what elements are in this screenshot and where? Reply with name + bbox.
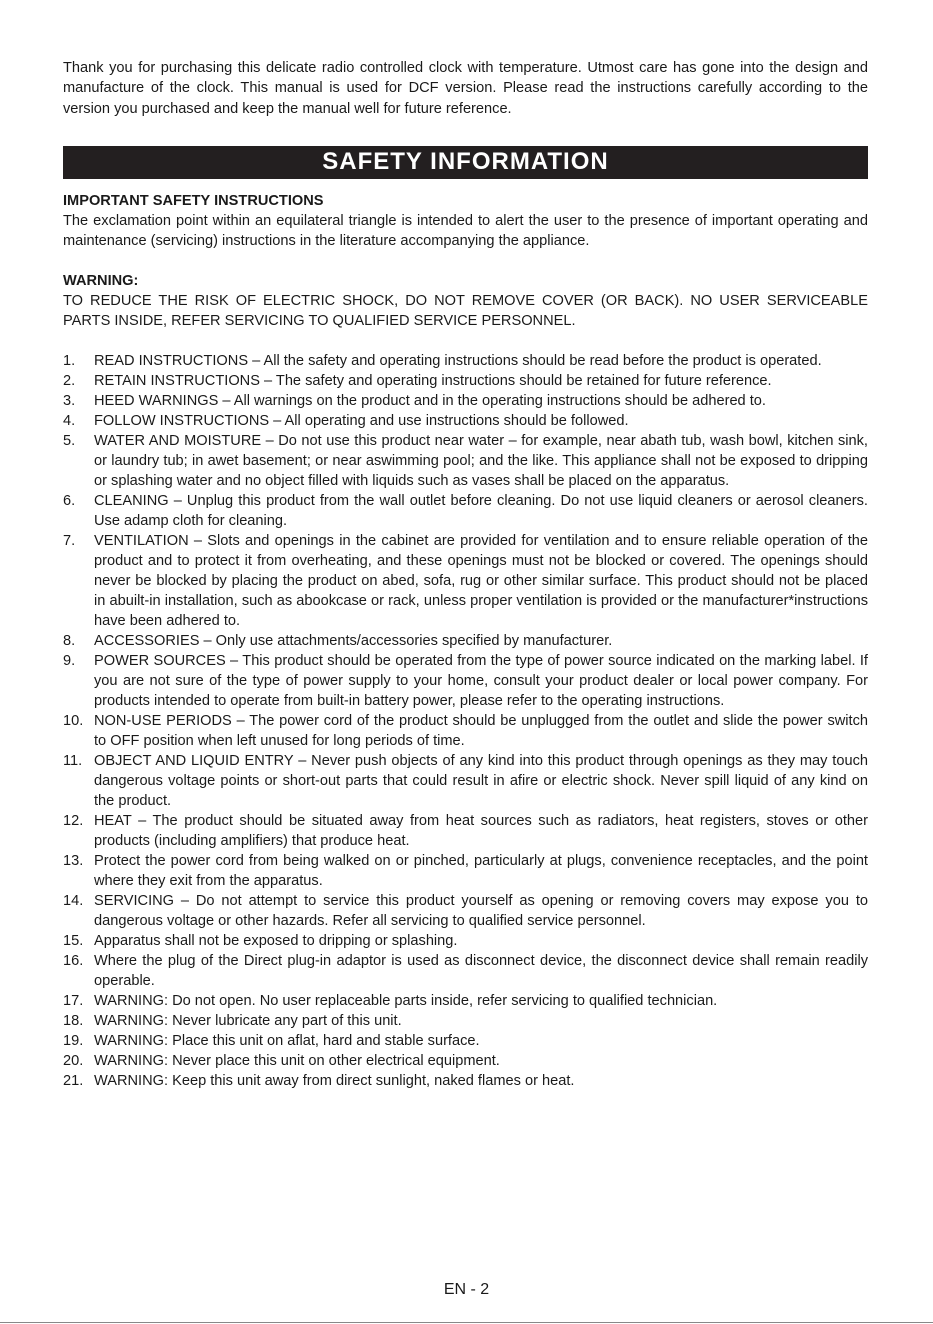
list-item-text: OBJECT AND LIQUID ENTRY – Never push objects of any kind into this product through openings as they may touch dangerous voltage points or short-out parts that could result in afire or electric shock. Never spill liquid of any kind on the product. bbox=[94, 752, 868, 809]
list-item-text: POWER SOURCES – This product should be operated from the type of power source indicated on the marking label. If you are not sure of the type of power supply to your home, consult your product dealer or local power company. For products intended to operate from built-in battery power, please refer to the operating instructions. bbox=[94, 652, 868, 709]
list-item-number: 13. bbox=[63, 852, 84, 869]
list-item bbox=[63, 1051, 868, 1071]
list-item-number: 2. bbox=[63, 372, 76, 389]
list-item-text: HEAT – The product should be situated away from heat sources such as radiators, heat registers, stoves or other products (including amplifiers) that produce heat. bbox=[94, 812, 868, 849]
safety-rules-list bbox=[63, 351, 868, 1091]
list-item-number: 8. bbox=[63, 632, 76, 649]
list-item bbox=[63, 991, 868, 1011]
list-item-number: 15. bbox=[63, 932, 84, 949]
list-item-text: Where the plug of the Direct plug-in adaptor is used as disconnect device, the disconnect device shall remain readily operable. bbox=[94, 952, 868, 989]
list-item bbox=[63, 391, 868, 411]
list-item bbox=[63, 951, 868, 991]
list-item-number: 10. bbox=[63, 712, 84, 729]
bottom-divider bbox=[0, 1322, 933, 1323]
list-item bbox=[63, 751, 868, 811]
list-item bbox=[63, 1011, 868, 1031]
list-item-number: 6. bbox=[63, 492, 76, 509]
list-item-number: 4. bbox=[63, 412, 76, 429]
list-item-text: WARNING: Do not open. No user replaceable parts inside, refer servicing to qualified technician. bbox=[94, 992, 718, 1009]
list-item-text: READ INSTRUCTIONS – All the safety and operating instructions should be read before the product is operated. bbox=[94, 352, 822, 369]
list-item-number: 11. bbox=[63, 752, 83, 769]
list-item-number: 14. bbox=[63, 892, 84, 909]
list-item-text: NON-USE PERIODS – The power cord of the product should be unplugged from the outlet and slide the power switch to OFF position when left unused for long periods of time. bbox=[94, 712, 868, 749]
list-item-number: 5. bbox=[63, 432, 76, 449]
list-item bbox=[63, 811, 868, 851]
list-item-number: 12. bbox=[63, 812, 84, 829]
warning-heading: WARNING: bbox=[63, 272, 139, 289]
list-item-text: RETAIN INSTRUCTIONS – The safety and operating instructions should be retained for future reference. bbox=[94, 372, 772, 389]
list-item-number: 20. bbox=[63, 1052, 84, 1069]
list-item-text: WATER AND MOISTURE – Do not use this product near water – for example, near abath tub, wash bowl, kitchen sink, or laundry tub; in awet basement; or near aswimming pool; and the like. This appliance shall not be exposed to dripping or splashing water and no object filled with liquids such as vases shall be placed on the apparatus. bbox=[94, 432, 868, 489]
list-item-number: 1. bbox=[63, 352, 76, 369]
list-item bbox=[63, 851, 868, 891]
list-item-text: HEED WARNINGS – All warnings on the product and in the operating instructions should be adhered to. bbox=[94, 392, 766, 409]
warning-text: TO REDUCE THE RISK OF ELECTRIC SHOCK, DO NOT REMOVE COVER (OR BACK). NO USER SERVICEABLE PARTS INSIDE, REFER SERVICING TO QUALIFIED SERVICE PERSONNEL. bbox=[63, 292, 868, 329]
list-item bbox=[63, 891, 868, 931]
list-item bbox=[63, 351, 868, 371]
list-item-text: WARNING: Never place this unit on other electrical equipment. bbox=[94, 1052, 500, 1069]
banner-title: SAFETY INFORMATION bbox=[322, 148, 609, 176]
list-item-text: ACCESSORIES – Only use attachments/accessories specified by manufacturer. bbox=[94, 632, 613, 649]
list-item-text: FOLLOW INSTRUCTIONS – All operating and use instructions should be followed. bbox=[94, 412, 629, 429]
important-heading: IMPORTANT SAFETY INSTRUCTIONS bbox=[63, 192, 324, 209]
list-item bbox=[63, 1031, 868, 1051]
list-item-text: VENTILATION – Slots and openings in the cabinet are provided for ventilation and to ensure reliable operation of the product and to protect it from overheating, and these openings must not be blocked or covered. The openings should never be blocked by placing the product on abed, sofa, rug or other similar surface. This product should not be placed in abuilt-in installation, such as abookcase or rack, unless proper ventilation is provided or the manufacturer*instructions have been adhered to. bbox=[94, 532, 868, 629]
list-item bbox=[63, 491, 868, 531]
list-item bbox=[63, 631, 868, 651]
list-item-number: 3. bbox=[63, 392, 76, 409]
list-item bbox=[63, 1071, 868, 1091]
list-item bbox=[63, 651, 868, 711]
list-item bbox=[63, 411, 868, 431]
list-item-number: 17. bbox=[63, 992, 84, 1009]
list-item bbox=[63, 371, 868, 391]
list-item-number: 7. bbox=[63, 532, 76, 549]
page-number: EN - 2 bbox=[443, 1281, 490, 1298]
list-item-number: 9. bbox=[63, 652, 76, 669]
list-item-text: CLEANING – Unplug this product from the wall outlet before cleaning. Do not use liquid cleaners or aerosol cleaners. Use adamp cloth for cleaning. bbox=[94, 492, 868, 529]
list-item-text: SERVICING – Do not attempt to service this product yourself as opening or removing covers may expose you to dangerous voltage or other hazards. Refer all servicing to qualified service personnel. bbox=[94, 892, 868, 929]
list-item-text: WARNING: Place this unit on aflat, hard and stable surface. bbox=[94, 1032, 480, 1049]
section-banner bbox=[63, 146, 868, 179]
list-item bbox=[63, 711, 868, 751]
intro-paragraph: Thank you for purchasing this delicate radio controlled clock with temperature. Utmost care has gone into the design and manufacture of the clock. This manual is used for DCF version. Please read the instructions carefully according to the version you purchased and keep the manual well for future reference. bbox=[63, 60, 868, 117]
manual-page bbox=[63, 58, 868, 1091]
list-item-text: WARNING: Never lubricate any part of this unit. bbox=[94, 1012, 402, 1029]
list-item-text: Apparatus shall not be exposed to dripping or splashing. bbox=[94, 932, 458, 949]
list-item bbox=[63, 531, 868, 631]
list-item-text: Protect the power cord from being walked on or pinched, particularly at plugs, convenience receptacles, and the point where they exit from the apparatus. bbox=[94, 852, 868, 889]
list-item-number: 19. bbox=[63, 1032, 84, 1049]
list-item-number: 16. bbox=[63, 952, 84, 969]
important-text: The exclamation point within an equilateral triangle is intended to alert the user to the presence of important operating and maintenance (servicing) instructions in the literature accompanying the appliance. bbox=[63, 212, 868, 249]
list-item-number: 21. bbox=[63, 1072, 84, 1089]
list-item-number: 18. bbox=[63, 1012, 84, 1029]
list-item bbox=[63, 431, 868, 491]
list-item bbox=[63, 931, 868, 951]
list-item-text: WARNING: Keep this unit away from direct sunlight, naked flames or heat. bbox=[94, 1072, 575, 1089]
